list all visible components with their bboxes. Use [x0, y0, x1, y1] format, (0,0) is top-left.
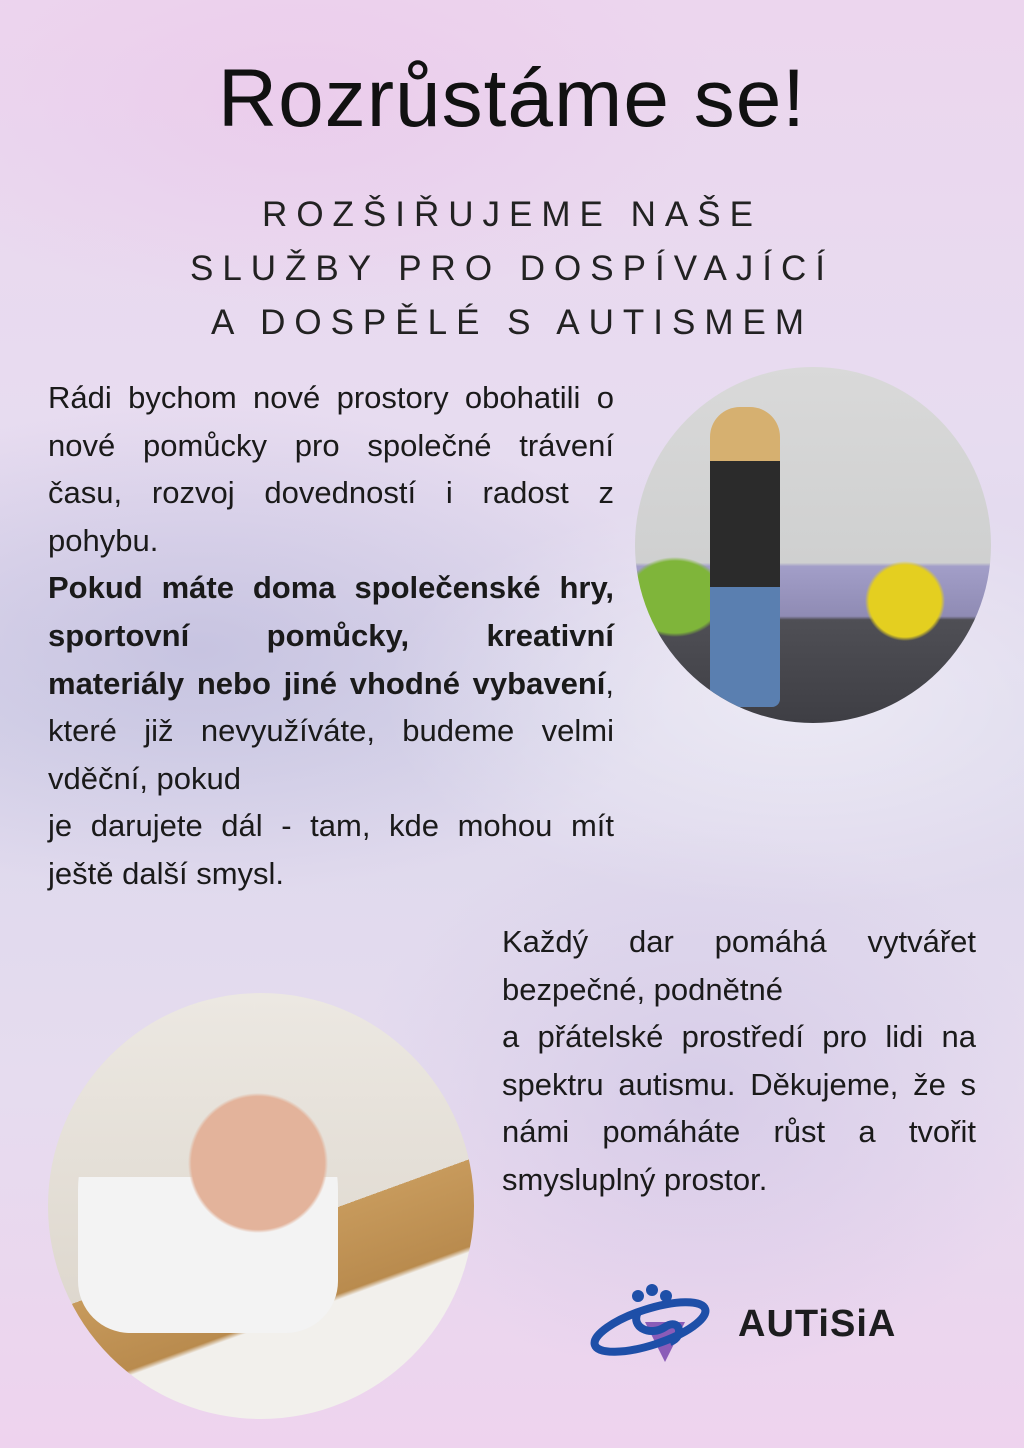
brand-name: AUTiSiA	[738, 1303, 897, 1345]
subtitle-line: SLUŽBY PRO DOSPÍVAJÍCÍ	[189, 249, 835, 288]
bold-text: Pokud máte doma společenské hry, sportovní pomůcky, kreativní materiály nebo jiné vhodné vybavení	[48, 570, 614, 701]
poster-title: Rozrůstáme se!	[217, 53, 807, 144]
subtitle	[0, 188, 1024, 350]
right-text-block	[502, 918, 976, 1204]
subtitle-line: A DOSPĚLÉ S AUTISMEM	[210, 303, 814, 342]
subtitle-line: ROZŠIŘUJEME NAŠE	[262, 195, 762, 234]
paragraph: je darujete dál - tam, kde mohou mít ještě další smysl.	[48, 808, 614, 891]
paragraph: Každý dar pomáhá vytvářet bezpečné, podnětné	[502, 924, 976, 1007]
text: , které již nevyužíváte, budeme velmi vděční, pokud	[48, 665, 614, 796]
paragraph: a přátelské prostředí pro lidi na spektru autismu. Děkujeme, že s námi pomáháte růst a tvořit smysluplný prostor.	[502, 1019, 976, 1197]
person-figure	[78, 1073, 338, 1333]
paragraph	[48, 564, 614, 802]
child-figure	[710, 407, 780, 707]
photo-child-bubbles	[635, 367, 991, 723]
paragraph: Rádi bychom nové prostory obohatili o nové pomůcky pro společné trávení času, rozvoj dovedností i radost z pohybu.	[48, 380, 614, 558]
left-text-block	[48, 374, 614, 898]
photo-young-man-crafting	[48, 993, 474, 1419]
